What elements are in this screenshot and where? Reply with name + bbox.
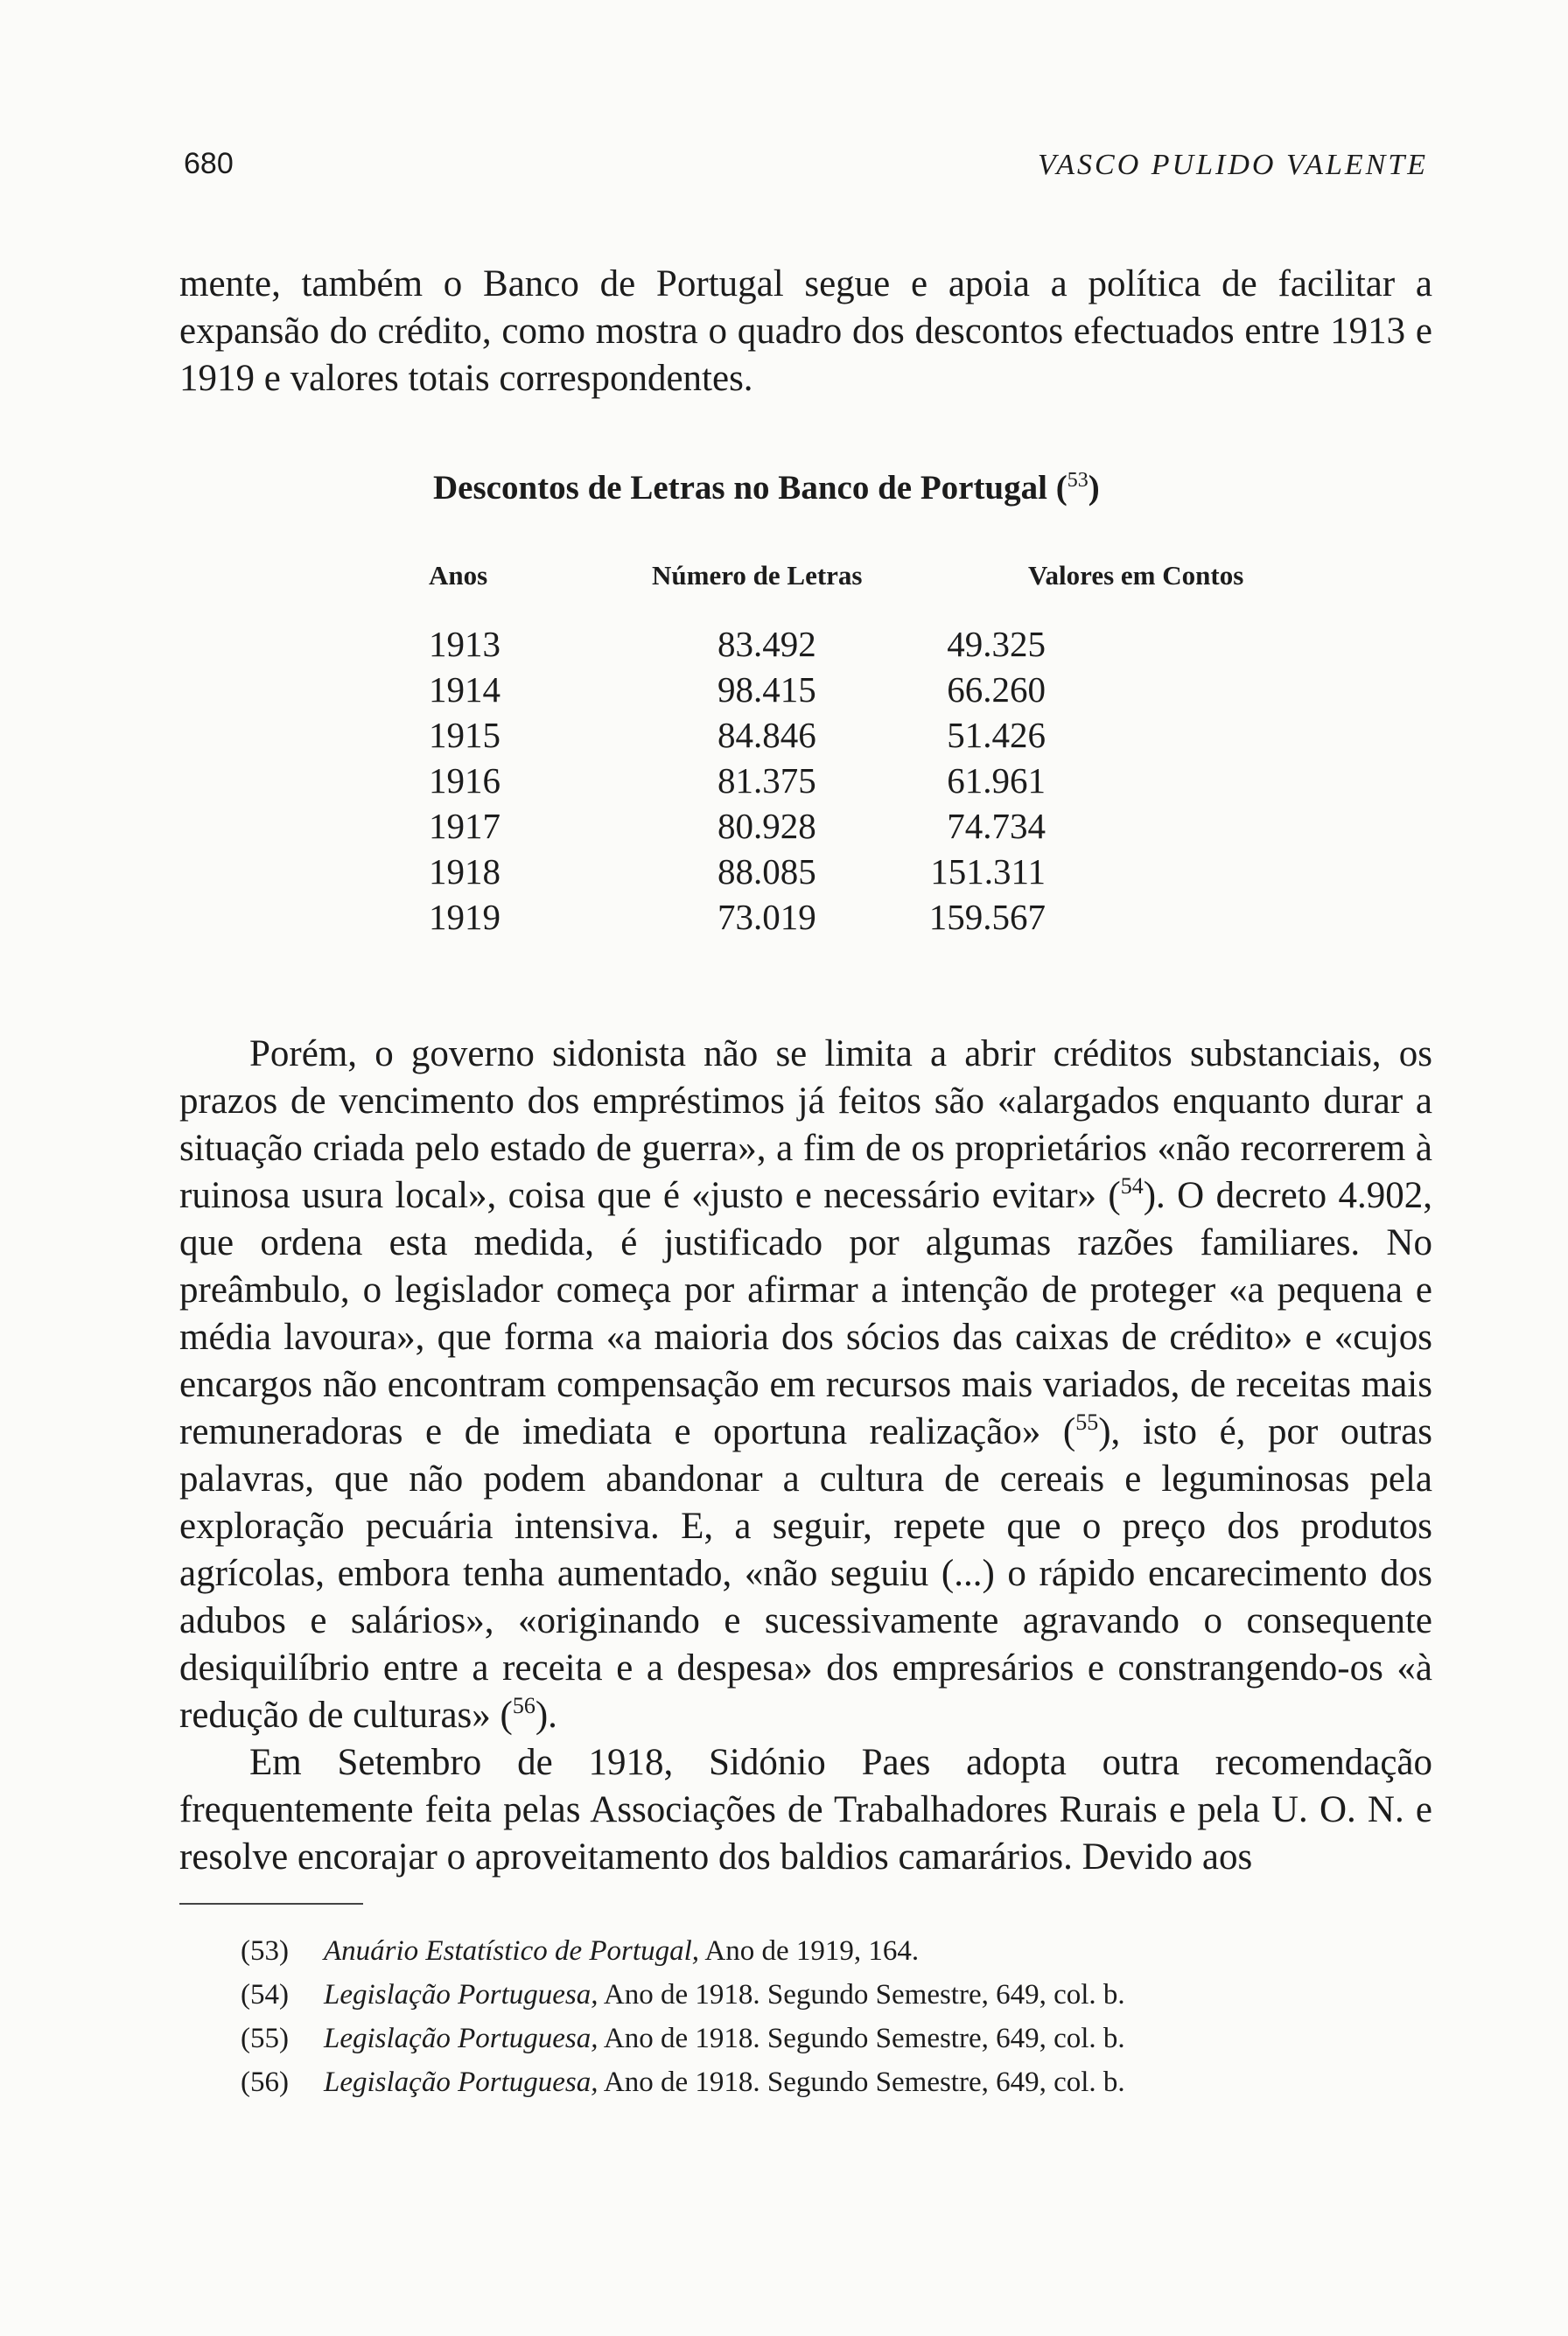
footnote (241, 2060, 1378, 2104)
count-cell: 98.415 (718, 669, 816, 710)
year-cell: 1915 (429, 715, 500, 755)
main-text-part: ). (535, 1695, 557, 1736)
footnotes (241, 1929, 1378, 2104)
value-cell: 49.325 (947, 624, 1046, 664)
intro-paragraph: mente, também o Banco de Portugal segue e apoia a política de facilitar a expansão do crédito, como mostra o quadro dos descontos efectuados entre 1913 e 1919 e valores totais correspondentes. (179, 263, 1432, 399)
column-header-years: Anos (429, 560, 488, 591)
main-text-part: Porém, o governo sidonista não se limita a abrir créditos substanciais, os prazos de vencimento dos empréstimos já feitos são «alargados enquanto durar a situação criada pelo estado de guerra», a fim de os proprietários «não recorrerem à ruinosa usura local», coisa que é «justo e necessário evitar» ( (179, 1033, 1432, 1216)
main-paragraph (179, 1031, 1432, 1739)
footnote-source: Legislação Portuguesa, (324, 2067, 598, 2098)
footnote-ref: 54 (1120, 1173, 1144, 1199)
main-text-part: ), isto é, por outras palavras, que não podem abandonar a cultura de cereais e leguminosas pela exploração pecuária intensiva. E, a seguir, repete que o preço dos produtos agrícolas, embora tenha aumentado, «não seguiu (...) o rápido encarecimento dos adubos e salários», «originando e sucessivamente agravando o consequente desiquilíbrio entre a receita e a despesa» dos empresários e constrangendo-os «à redução de culturas» ( (179, 1411, 1432, 1736)
footnote (241, 2017, 1378, 2060)
value-cell: 151.311 (930, 851, 1046, 892)
footnote-mark: (53) (241, 1935, 289, 1967)
table-body (429, 623, 1304, 941)
footnote (241, 1929, 1378, 1973)
value-cell: 74.734 (947, 806, 1046, 846)
count-cell: 83.492 (718, 624, 816, 664)
main-text-part: ). O decreto 4.902, que ordena esta medida, é justificado por algumas razões familiares. No preâmbulo, o legislador começa por afirmar a intenção de proteger «a pequena e média lavoura», que forma «a maioria dos sócios das caixas de crédito» e «cujos encargos não encontram compensação em recursos mais variados, de receitas mais remuneradoras e de imediata e oportuna realização» ( (179, 1175, 1432, 1452)
footnote-source: Legislação Portuguesa, (324, 2023, 598, 2054)
table-row (429, 623, 1304, 668)
value-cell: 66.260 (947, 669, 1046, 710)
footnote-mark: (55) (241, 2023, 289, 2054)
table-row (429, 759, 1304, 805)
count-cell: 73.019 (718, 897, 816, 937)
footnote-detail: Ano de 1919, 164. (704, 1935, 920, 1967)
footnote-divider (179, 1903, 363, 1905)
year-cell: 1919 (429, 897, 500, 937)
table-row (429, 668, 1304, 714)
table-row (429, 714, 1304, 759)
footnote-detail: Ano de 1918. Segundo Semestre, 649, col. b. (603, 2023, 1125, 2054)
year-cell: 1916 (429, 760, 500, 801)
author-header: VASCO PULIDO VALENTE (1038, 149, 1428, 181)
count-cell: 81.375 (718, 760, 816, 801)
count-cell: 88.085 (718, 851, 816, 892)
value-cell: 159.567 (928, 897, 1046, 937)
year-cell: 1913 (429, 624, 500, 664)
column-header-value: Valores em Contos (1028, 560, 1244, 591)
footnote (241, 1973, 1378, 2017)
table-title: Descontos de Letras no Banco de Portugal ($^{53}$) (433, 469, 1100, 507)
footnote-ref: 55 (1075, 1409, 1099, 1435)
running-head (184, 147, 1428, 191)
table-title-text: Descontos de Letras no Banco de Portugal (433, 469, 1047, 507)
count-cell: 84.846 (718, 715, 816, 755)
footnote-detail: Ano de 1918. Segundo Semestre, 649, col. b. (603, 1979, 1125, 2011)
table-row (429, 805, 1304, 850)
table-title-note: 53 (1067, 469, 1088, 492)
footnote-ref: 56 (512, 1693, 536, 1718)
footnote-mark: (54) (241, 1979, 289, 2011)
column-header-count: Número de Letras (652, 560, 863, 591)
year-cell: 1917 (429, 806, 500, 846)
value-cell: 61.961 (947, 760, 1046, 801)
footnote-detail: Ano de 1918. Segundo Semestre, 649, col. b. (603, 2067, 1125, 2098)
year-cell: 1914 (429, 669, 500, 710)
year-cell: 1918 (429, 851, 500, 892)
table-row (429, 896, 1304, 941)
page-number: 680 (184, 147, 234, 180)
table-row (429, 850, 1304, 896)
footnote-mark: (56) (241, 2067, 289, 2098)
value-cell: 51.426 (947, 715, 1046, 755)
footnote-source: Legislação Portuguesa, (324, 1979, 598, 2011)
count-cell: 80.928 (718, 806, 816, 846)
second-paragraph: Em Setembro de 1918, Sidónio Paes adopta outra recomendação frequentemente feita pelas Associações de Trabalhadores Rurais e pela U. O. N. e resolve encorajar o aproveitamento dos baldios camarários. Devido aos (179, 1742, 1432, 1878)
footnote-source: Anuário Estatístico de Portugal, (324, 1935, 699, 1967)
